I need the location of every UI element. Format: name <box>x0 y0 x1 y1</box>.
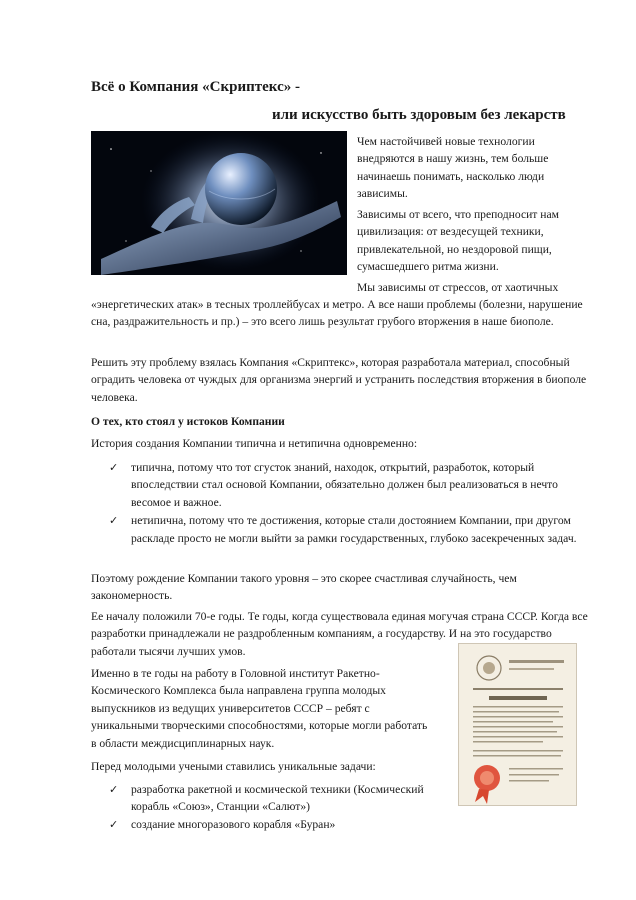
list-item-text: создание многоразового корабля «Буран» <box>131 817 336 831</box>
page-subtitle: или искусство быть здоровым без лекарств <box>272 107 566 123</box>
list-item-text: нетипична, потому что те достижения, которые стали достоянием Компании, при другом раскладе просто не могли выйти за рамки государственных, глубоко засекреченных задач. <box>131 514 577 545</box>
checkmark-icon: ✓ <box>109 514 119 528</box>
certificate-document-image <box>458 643 577 806</box>
intro-paragraph-3-first: Мы зависимы от стрессов, от хаотичных <box>357 281 559 294</box>
paragraph-tasks: Перед молодыми учеными ставились уникальные задачи: <box>91 760 376 773</box>
paragraph-institute: Именно в те годы на работу в Головной институт Ракетно-Космического Комплекса была направлена группа молодых выпускников из ведущих университетов СССР – ребят с уникальными творческими способностями, которые могли работать в области междисциплинарных наук. <box>91 667 428 750</box>
list-item <box>107 512 589 547</box>
checkmark-icon: ✓ <box>109 817 119 831</box>
paragraph-seventies: Ее началу положили 70-е годы. Те годы, когда существовала единая могучая страна СССР. Когда все разработки принадлежали не раздробленным компаниям, а государству. И на это государство работали тысячи лучших умов. <box>91 610 588 658</box>
list-item-text: разработка ракетной и космической техники (Космический корабль «Союз», Станции «Салют») <box>131 783 424 814</box>
section-heading: О тех, кто стоял у истоков Компании <box>91 415 285 428</box>
list-item-text: типична, потому что тот сгусток знаний, находок, открытий, разработок, который впоследствии стал основой Компании, обязательно должен был реализоваться в нечто весомое и важное. <box>131 461 558 509</box>
intro-paragraph-3-rest: «энергетических атак» в тесных троллейбусах и метро. А все наши проблемы (болезни, нарушение сна, раздражительность и пр.) – это всего лишь результат грубого вторжения в наше биополе. <box>91 298 583 329</box>
page-title: Всё о Компания «Скриптекс» - <box>91 79 300 95</box>
list-item <box>107 459 589 511</box>
paragraph-solve: Решить эту проблему взялась Компания «Скриптекс», которая разработала материал, способный оградить человека от чуждых для организма энергий и устранить последствия вторжения в биополе человека. <box>91 356 587 404</box>
hand-holding-planet-image <box>91 131 347 275</box>
history-list <box>107 459 589 547</box>
checkmark-icon: ✓ <box>109 461 119 474</box>
paragraph-luck: Поэтому рождение Компании такого уровня – это скорее счастливая случайность, чем закономерность. <box>91 572 517 603</box>
paragraph-history: История создания Компании типична и нетипична одновременно: <box>91 437 418 450</box>
tasks-list <box>107 781 457 833</box>
list-item <box>107 781 457 816</box>
list-item <box>107 816 457 833</box>
intro-paragraph-1: Чем настойчивей новые технологии внедряются в нашу жизнь, тем больше начинаешь понимать, насколько люди зависимы. <box>357 135 549 201</box>
checkmark-icon: ✓ <box>109 783 119 796</box>
intro-paragraph-2: Зависимы от всего, что преподносит нам цивилизация: от вездесущей техники, привлекательной, но нездоровой пищи, сумасшедшего ритма жизни. <box>357 208 559 274</box>
